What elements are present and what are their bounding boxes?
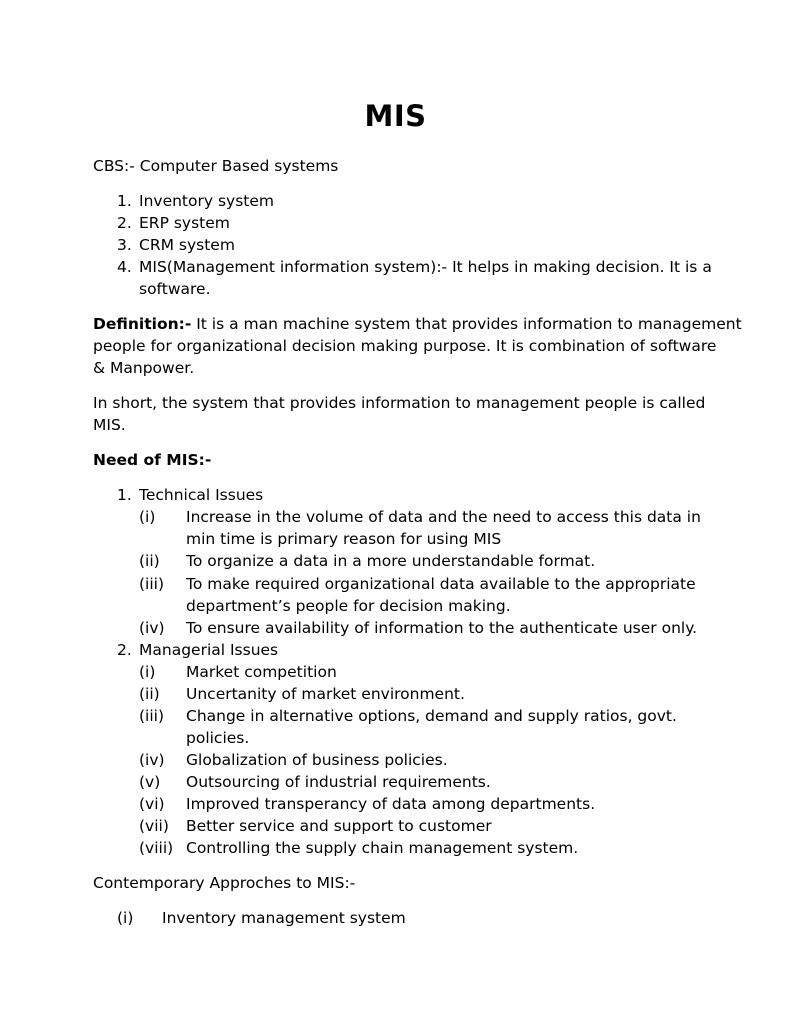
sub-item-text: Better service and support to customer [186,817,492,835]
need-heading: Need of MIS:- [93,451,212,469]
roman-numeral: (viii) [139,839,174,857]
definition-text: It is a man machine system that provides information to management [191,315,742,333]
short-definition-line: In short, the system that provides information to management people is called [93,394,706,412]
roman-numeral: (vi) [139,795,165,813]
roman-numeral: (ii) [139,552,160,570]
sub-item-text: Change in alternative options, demand and supply ratios, govt. [186,707,677,725]
roman-numeral: (ii) [139,685,160,703]
cbs-item-text: Inventory system [139,192,274,210]
roman-numeral: (iv) [139,751,165,769]
roman-numeral: (iv) [139,619,165,637]
sub-item-text: To organize a data in a more understandable format. [186,552,596,570]
need-item-label: Technical Issues [139,486,264,504]
need-item-label: Managerial Issues [139,641,279,659]
sub-item-text: To ensure availability of information to the authenticate user only. [186,619,698,637]
definition-line: & Manpower. [93,359,195,377]
sub-item-text: Improved transperancy of data among departments. [186,795,596,813]
roman-numeral: (iii) [139,575,165,593]
contemporary-item-text: Inventory management system [162,909,406,927]
page-title: MIS [364,99,427,133]
cbs-item-number: 4. [117,258,132,276]
sub-item-text: Globalization of business policies. [186,751,448,769]
cbs-item-text: MIS(Management information system):- It helps in making decision. It is a [139,258,712,276]
sub-item-text: Outsourcing of industrial requirements. [186,773,491,791]
sub-item-text: Market competition [186,663,337,681]
short-definition-line: MIS. [93,416,126,434]
roman-numeral: (vii) [139,817,169,835]
need-item-number: 1. [117,486,132,504]
roman-numeral: (iii) [139,707,165,725]
roman-numeral: (i) [139,508,156,526]
cbs-heading: CBS:- Computer Based systems [93,157,339,175]
definition-label: Definition:- [93,315,192,333]
sub-item-text-continued: policies. [186,729,250,747]
sub-item-text: Uncertanity of market environment. [186,685,465,703]
definition-line [93,313,742,335]
definition-line: people for organizational decision making purpose. It is combination of software [93,337,717,355]
sub-item-text-continued: min time is primary reason for using MIS [186,530,502,548]
contemporary-heading: Contemporary Approches to MIS:- [93,874,356,892]
roman-numeral: (v) [139,773,161,791]
cbs-item-text: ERP system [139,214,230,232]
sub-item-text-continued: department’s people for decision making. [186,597,511,615]
sub-item-text: To make required organizational data available to the appropriate [186,575,696,593]
sub-item-text: Increase in the volume of data and the need to access this data in [186,508,701,526]
roman-numeral: (i) [139,663,156,681]
cbs-item-number: 3. [117,236,132,254]
cbs-item-number: 1. [117,192,132,210]
need-item-number: 2. [117,641,132,659]
cbs-item-text: CRM system [139,236,235,254]
roman-numeral: (i) [117,909,134,927]
cbs-item-number: 2. [117,214,132,232]
sub-item-text: Controlling the supply chain management system. [186,839,579,857]
cbs-item-text-continued: software. [139,280,211,298]
